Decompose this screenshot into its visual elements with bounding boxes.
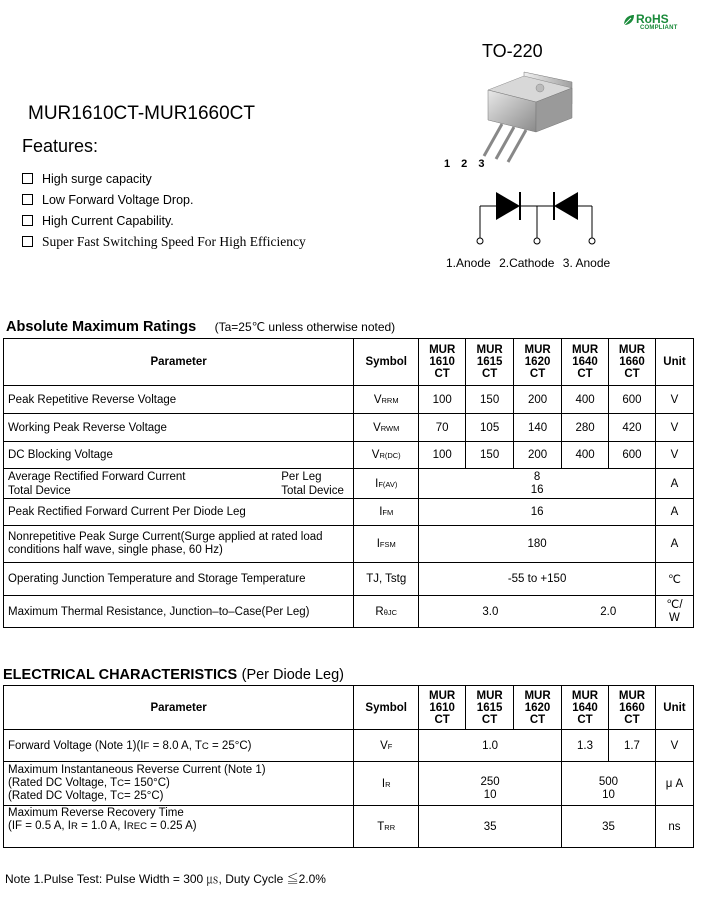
table-cell: Parameter	[4, 686, 354, 730]
table-cell: Maximum Thermal Resistance, Junction–to–Case(Per Leg)	[4, 596, 354, 628]
table-cell: Working Peak Reverse Voltage	[4, 414, 354, 442]
package-title: TO-220	[482, 41, 543, 61]
header-part: MUR 1660 CT	[609, 339, 656, 386]
feature-item: High surge capacity	[22, 168, 306, 189]
table-cell: 35	[562, 806, 656, 848]
table-cell: 70	[419, 414, 466, 442]
table-header-row	[4, 686, 694, 730]
checkbox-icon	[22, 215, 33, 226]
table-cell: 140	[514, 414, 562, 442]
features-title: Features:	[22, 136, 99, 156]
table-row	[4, 563, 694, 596]
table-cell: IR	[354, 762, 419, 806]
table-cell: VR(DC)	[354, 442, 419, 469]
table-cell: TRR	[354, 806, 419, 848]
table-cell: A	[655, 469, 693, 499]
table-cell: 200	[514, 386, 562, 414]
table-row	[4, 414, 694, 442]
checkbox-icon	[22, 236, 33, 247]
table-row	[4, 442, 694, 469]
table-cell: Forward Voltage (Note 1)(IF = 8.0 A, TC = 25°C)	[4, 730, 354, 762]
table-cell: Peak Rectified Forward Current Per Diode Leg	[4, 499, 354, 526]
pin-numbers: 1 2 3	[444, 158, 489, 170]
table-cell: Nonrepetitive Peak Surge Current(Surge applied at rated load conditions half wave, single phase, 60 Hz)	[4, 526, 354, 563]
feature-item: Low Forward Voltage Drop.	[22, 189, 306, 210]
amr-note: (Ta=25℃ unless otherwise noted)	[214, 320, 396, 334]
header-part: MUR 1610 CT	[419, 339, 466, 386]
table-cell: A	[655, 499, 693, 526]
table-cell: MUR 1610 CT	[419, 686, 466, 730]
part-number-title: MUR1610CT-MUR1660CT	[28, 103, 256, 124]
leaf-icon	[622, 13, 636, 27]
table-cell: ℃/ W	[655, 596, 693, 628]
ec-title: ELECTRICAL CHARACTERISTICS	[3, 667, 238, 683]
table-cell: 150	[466, 386, 514, 414]
table-row	[4, 762, 694, 806]
pin-label-2: 2.Cathode	[499, 256, 555, 270]
table-cell: 100	[419, 442, 466, 469]
table-cell: 2.0	[562, 596, 656, 628]
table-cell: DC Blocking Voltage	[4, 442, 354, 469]
checkbox-icon	[22, 194, 33, 205]
pin-labels	[446, 256, 615, 270]
table-cell: MUR 1615 CT	[466, 686, 514, 730]
table-cell: Peak Repetitive Reverse Voltage	[4, 386, 354, 414]
header-unit: Unit	[655, 339, 693, 386]
table-cell: ℃	[655, 563, 693, 596]
table-cell: VRRM	[354, 386, 419, 414]
header-part: MUR 1640 CT	[562, 339, 609, 386]
table-cell: IFM	[354, 499, 419, 526]
table-cell: 1.3	[562, 730, 609, 762]
rohs-badge	[622, 10, 684, 36]
header-part: MUR 1620 CT	[514, 339, 562, 386]
amr-table	[3, 338, 694, 628]
table-cell: 420	[609, 414, 656, 442]
table-cell: 180	[419, 526, 656, 563]
ec-table	[3, 685, 694, 848]
table-cell: MUR 1620 CT	[514, 686, 562, 730]
table-row	[4, 806, 694, 848]
table-cell: 250 10	[419, 762, 562, 806]
table-cell: 105	[466, 414, 514, 442]
table-cell: V	[655, 442, 693, 469]
table-cell: Operating Junction Temperature and Storage Temperature	[4, 563, 354, 596]
table-cell: VRWM	[354, 414, 419, 442]
table-header-row	[4, 339, 694, 386]
table-cell: ns	[655, 806, 693, 848]
table-row	[4, 730, 694, 762]
amr-heading	[6, 318, 395, 336]
table-cell: μ A	[655, 762, 693, 806]
table-cell: 500 10	[562, 762, 656, 806]
table-cell: 150	[466, 442, 514, 469]
table-cell: 8 16	[419, 469, 656, 499]
table-cell: 3.0	[419, 596, 562, 628]
feature-item: High Current Capability.	[22, 210, 306, 231]
table-cell: MUR 1640 CT	[562, 686, 609, 730]
table-cell: 400	[562, 386, 609, 414]
table-cell: IFSM	[354, 526, 419, 563]
table-cell: MUR 1660 CT	[608, 686, 655, 730]
to220-package-image	[476, 66, 596, 166]
header-parameter: Parameter	[4, 339, 354, 386]
rohs-label: RoHS	[636, 12, 669, 26]
table-cell: VF	[354, 730, 419, 762]
pin-label-1: 1.Anode	[446, 256, 491, 270]
table-row	[4, 499, 694, 526]
table-cell: 400	[562, 442, 609, 469]
header-symbol: Symbol	[354, 339, 419, 386]
checkbox-icon	[22, 173, 33, 184]
table-cell: RθJC	[354, 596, 419, 628]
table-cell: TJ, Tstg	[354, 563, 419, 596]
table-cell: 100	[419, 386, 466, 414]
table-row	[4, 526, 694, 563]
table-row	[4, 596, 694, 628]
table-cell: V	[655, 730, 693, 762]
table-cell: Unit	[655, 686, 693, 730]
table-cell: Maximum Reverse Recovery Time (IF = 0.5 A, IR = 1.0 A, IREC = 0.25 A)	[4, 806, 354, 848]
pin-label-3: 3. Anode	[562, 256, 611, 270]
ec-subtitle: (Per Diode Leg)	[241, 667, 344, 683]
table-row	[4, 469, 694, 499]
table-cell: 16	[419, 499, 656, 526]
table-cell: 1.0	[419, 730, 562, 762]
table-cell: 200	[514, 442, 562, 469]
table-cell: -55 to +150	[419, 563, 656, 596]
table-row	[4, 386, 694, 414]
rohs-sub-label: COMPLIANT	[640, 25, 678, 31]
table-cell: 1.7	[608, 730, 655, 762]
table-cell: 600	[609, 442, 656, 469]
table-cell: 35	[419, 806, 562, 848]
amr-title: Absolute Maximum Ratings	[6, 319, 197, 335]
diode-schematic	[470, 186, 600, 250]
header-part: MUR 1615 CT	[466, 339, 514, 386]
table-cell: V	[655, 414, 693, 442]
footnote: Note 1.Pulse Test: Pulse Width = 300 ㎲, Duty Cycle ≦2.0%	[5, 872, 326, 886]
features-list	[22, 168, 306, 252]
table-cell: A	[655, 526, 693, 563]
ec-heading	[3, 666, 344, 684]
table-cell: V	[655, 386, 693, 414]
table-cell: Average Rectified Forward Current Per Leg Total Device Total Device	[4, 469, 354, 499]
table-cell: Symbol	[354, 686, 419, 730]
table-cell: Maximum Instantaneous Reverse Current (Note 1) (Rated DC Voltage, TC= 150°C) (Rated DC Voltage, TC= 25°C)	[4, 762, 354, 806]
table-cell: IF(AV)	[354, 469, 419, 499]
table-cell: 280	[562, 414, 609, 442]
table-cell: 600	[609, 386, 656, 414]
feature-item: Super Fast Switching Speed For High Efficiency	[22, 231, 306, 252]
